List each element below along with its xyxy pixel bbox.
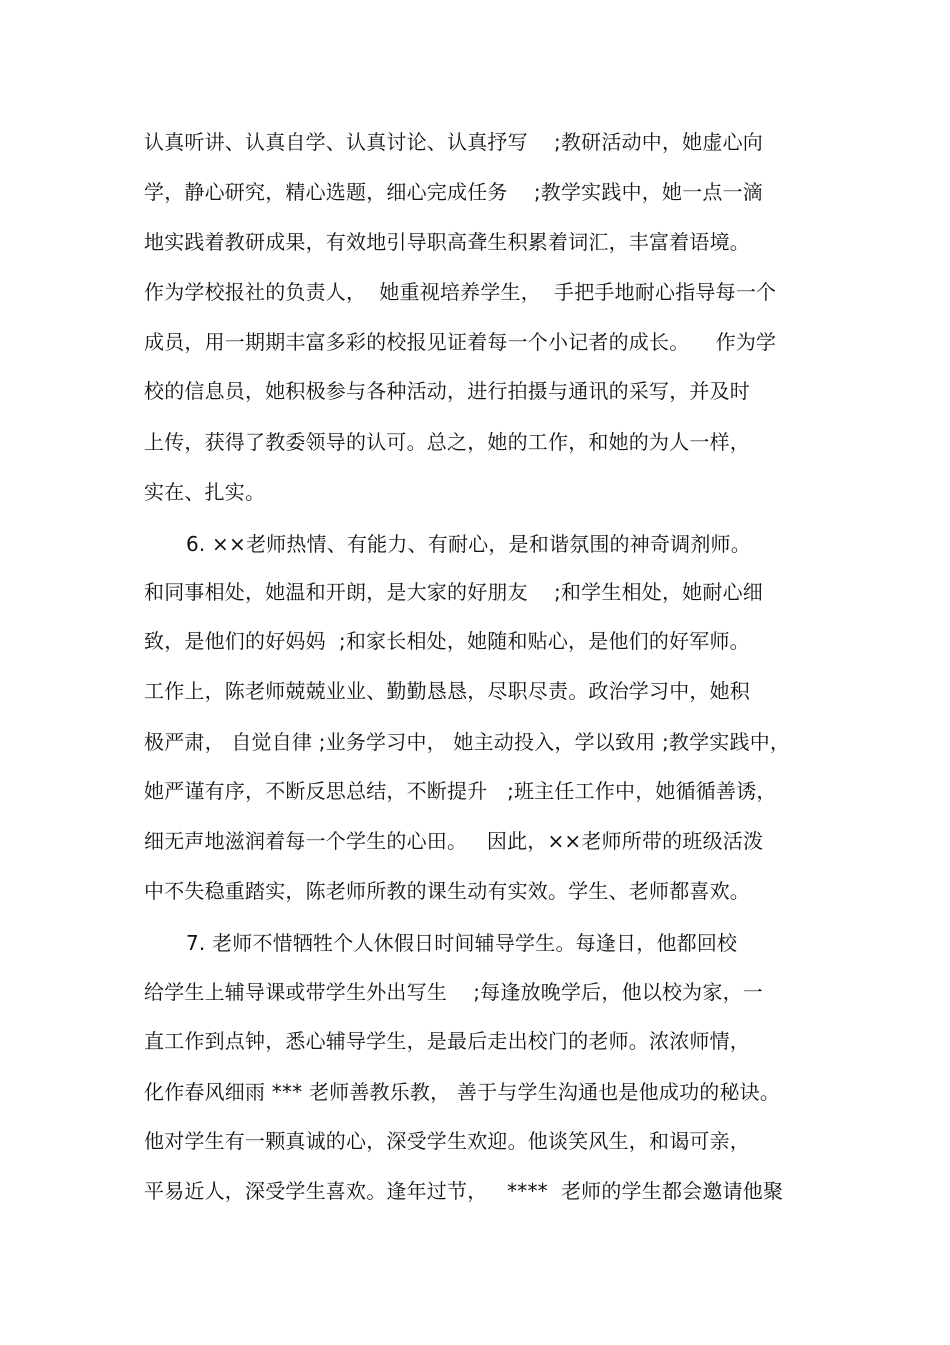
text-line: 成员，用一期期丰富多彩的校报见证着每一个小记者的成长。 作为学 xyxy=(144,330,777,354)
text-line: 他对学生有一颗真诚的心，深受学生欢迎。他谈笑风生，和谒可亲， xyxy=(144,1129,750,1153)
text-line: 地实践着教研成果，有效地引导职高聋生积累着词汇，丰富着语境。 xyxy=(144,230,750,254)
text-line: 给学生上辅导课或带学生外出写生 ;每逢放晚学后，他以校为家，一 xyxy=(144,980,763,1004)
text-line: 和同事相处，她温和开朗，是大家的好朋友 ;和学生相处，她耐心细 xyxy=(144,580,763,604)
text-line: 学，静心研究，精心选题，细心完成任务 ;教学实践中，她一点一滴 xyxy=(144,180,763,204)
text-line: 极严肃， 自觉自律 ;业务学习中， 她主动投入，学以致用 ;教学实践中， xyxy=(144,730,791,754)
paragraph-start-line: 6. ××老师热情、有能力、有耐心，是和谐氛围的神奇调剂师。 xyxy=(186,532,751,556)
text-line: 她严谨有序，不断反思总结，不断提升 ;班主任工作中，她循循善诱， xyxy=(144,779,777,803)
text-line: 平易近人，深受学生喜欢。逢年过节， **** 老师的学生都会邀请他聚 xyxy=(144,1179,784,1203)
text-line: 校的信息员，她积极参与各种活动，进行拍摄与通讯的采写，并及时 xyxy=(144,379,750,403)
text-line: 直工作到点钟，悉心辅导学生，是最后走出校门的老师。浓浓师情， xyxy=(144,1029,750,1053)
text-line: 致，是他们的好妈妈 ;和家长相处，她随和贴心，是他们的好军师。 xyxy=(144,629,750,653)
text-line: 中不失稳重踏实，陈老师所教的课生动有实效。学生、老师都喜欢。 xyxy=(144,879,750,903)
text-line: 上传，获得了教委领导的认可。总之，她的工作，和她的为人一样， xyxy=(144,430,750,454)
text-line: 认真听讲、认真自学、认真讨论、认真抒写 ;教研活动中，她虚心向 xyxy=(144,130,763,154)
paragraph-start-line: 7. 老师不惜牺牲个人休假日时间辅导学生。每逢日，他都回校 xyxy=(186,931,738,955)
text-line: 工作上，陈老师兢兢业业、勤勤恳恳，尽职尽责。政治学习中，她积 xyxy=(144,679,750,703)
text-line: 细无声地滋润着每一个学生的心田。 因此，××老师所带的班级活泼 xyxy=(144,829,764,853)
text-line: 作为学校报社的负责人， 她重视培养学生， 手把手地耐心指导每一个 xyxy=(144,280,777,304)
text-line: 化作春风细雨 *** 老师善教乐教， 善于与学生沟通也是他成功的秘诀。 xyxy=(144,1080,781,1104)
text-line: 实在、扎实。 xyxy=(144,480,266,504)
